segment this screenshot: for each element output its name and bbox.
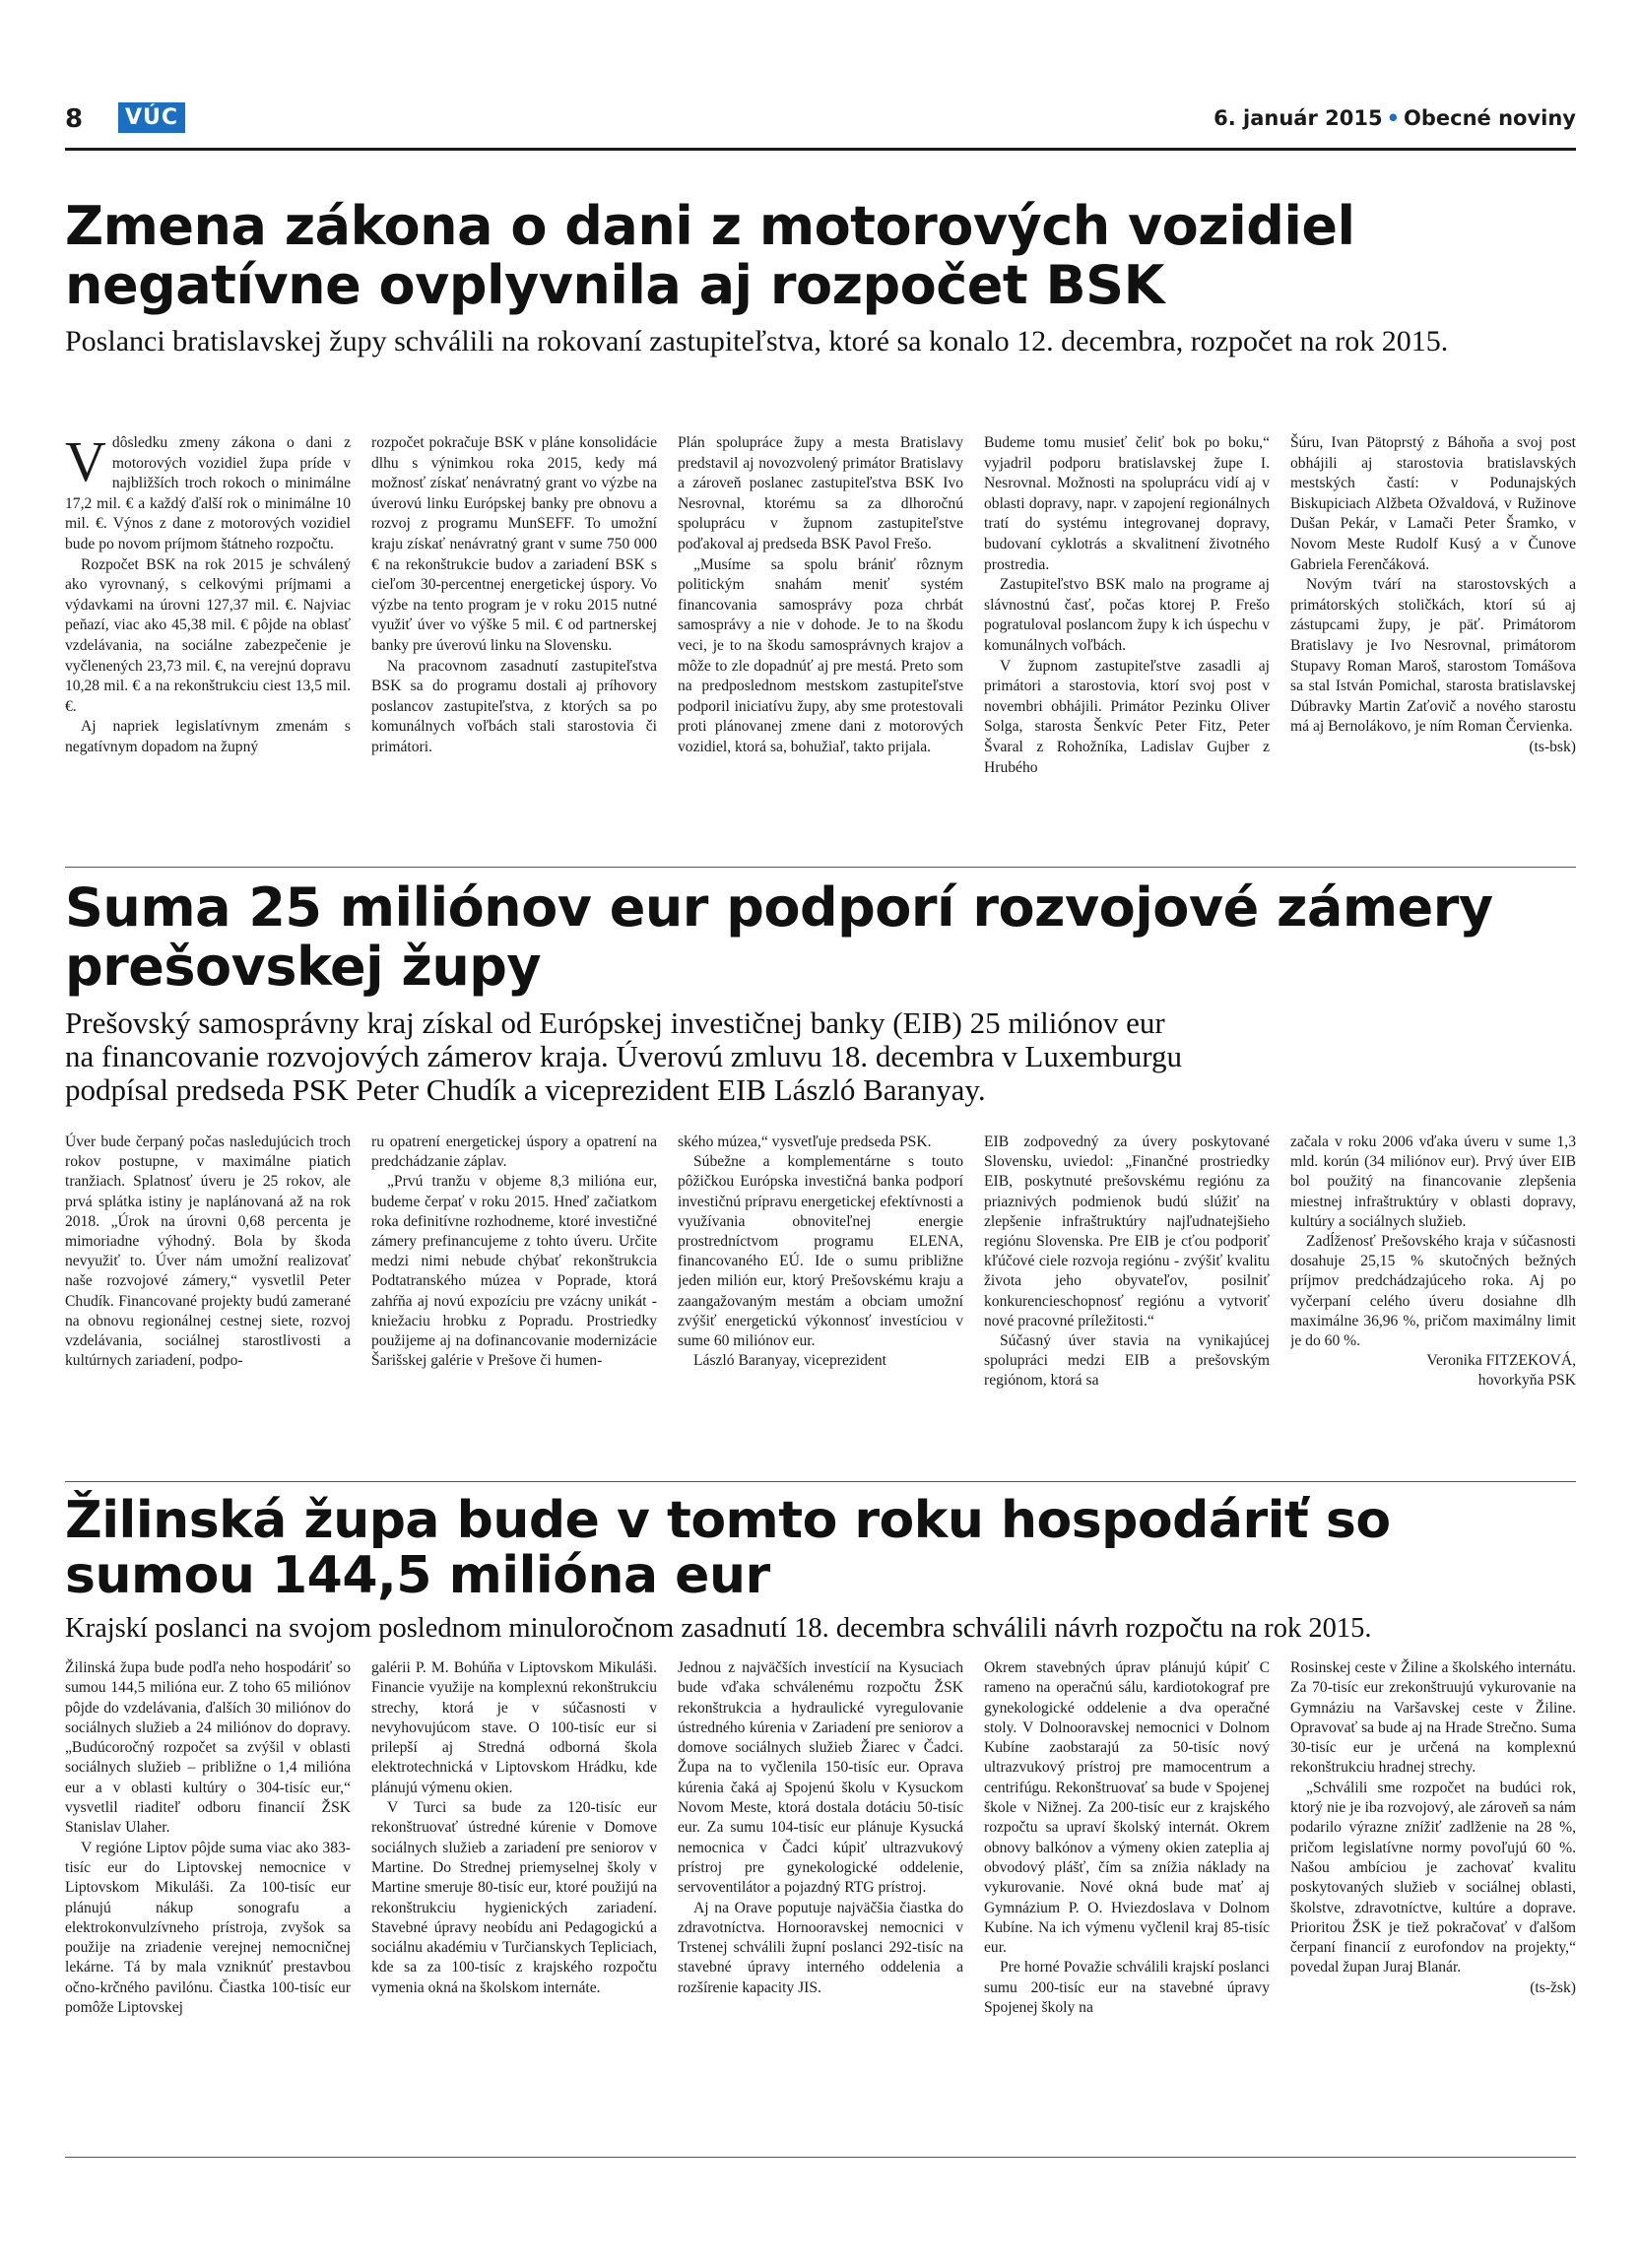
article-deck: Poslanci bratislavskej župy schválili na rokovaní zastupiteľstva, ktoré sa konalo 12. decembra, rozpočet na rok 2015. <box>65 325 1449 357</box>
paragraph: dôsledku zmeny zákona o dani z motorových vozidiel župa príde v najbližších troch rokoch o minimálne 17,2 mil. € a každý ďalší rok o minimálne 10 mil. €. Výnos z dane z motorových vozidiel bude po novom príjmom štátneho rozpočtu. <box>65 434 351 552</box>
article-headline: Zmena zákona o dani z motorových vozidiel negatívne ovplyvnila aj rozpočet BSK <box>65 195 1355 316</box>
column-1 <box>65 433 351 859</box>
column-5 <box>1290 433 1576 859</box>
column-4 <box>984 1658 1270 2149</box>
signature-name: Veronika FITZEKOVÁ, <box>1426 1352 1576 1370</box>
paragraph: Súbežne a komplementárne s touto pôžičkou Európska investičná banka podporí investičnú prípravu energetickej efektívnosti a využívania obnoviteľnej energie prostredníctvom programu ELENA, financovaného EÚ. Ide o sumu približne jeden milión eur, ktorý Prešovskému kraju a zaangažovaným mestám a obciam umožní zvýšiť energetickú výkonnosť investíciou v sume 60 miliónov eur. <box>678 1153 963 1350</box>
paragraph: „Schválili sme rozpočet na budúci rok, ktorý nie je iba rozvojový, ale zároveň sa nám podarilo výrazne znížiť zadlženie na 28 %, pričom legislatívne normy povoľujú 60 %. Našou ambíciou je zachovať kvalitu poskytovaných služieb v sociálnej oblasti, školstve, zdravotníctve, kultúre a doprave. Prioritou ŽSK je tiež pokračovať v ďalšom čerpaní financií z eurofondov na projekty,“ povedal župan Juraj Blanár. <box>1290 1779 1576 1976</box>
article-deck: Prešovský samosprávny kraj získal od Európskej investičnej banky (EIB) 25 miliónov eur na financovanie rozvojových zámerov kraja. Úverovú zmluvu 18. decembra v Luxemburgu podpísal predseda PSK Peter Chudík a viceprezident EIB László Baranyay. <box>65 1005 1182 1107</box>
paragraph: V župnom zastupiteľstve zasadli aj primátori a starostovia, ktorí svoj post v novembri obhájili. Primátor Pezinku Oliver Solga, starosta Šenkvíc Peter Fitz, Peter Švaral z Rohožníka, Ladislav Gujber z Hrubého <box>984 657 1270 776</box>
bullet-icon: • <box>1386 106 1401 130</box>
column-2 <box>371 1658 657 2149</box>
column-4 <box>984 433 1270 859</box>
article-bsk-body <box>65 433 1576 859</box>
paragraph: Aj napriek legislatívnym zmenám s negatívnym dopadom na župný <box>65 718 351 755</box>
paragraph: Aj na Orave poputuje najväčšia čiastka do zdravotníctva. Hornooravskej nemocnici v Trstenej schválili župní poslanci 292-tisíc na stavebné úpravy interného oddelenia a rozšírenie kapacity JIS. <box>678 1899 963 1996</box>
paragraph: „Prvú tranžu v objeme 8,3 milióna eur, budeme čerpať v roku 2015. Hneď začiatkom roka definitívne rozhodneme, ktoré investičné zámery prefinancujeme z tohto úveru. Určite medzi nimi nebude chýbať rekonštrukcia Podtatranského múzea v Poprade, ktorá zahŕňa aj novú expozíciu pre vzácny unikát - kniežaciu hrobku z Popradu. Prostriedky použijeme aj na dofinancovanie modernizácie Šarišskej galérie v Prešove či humen- <box>371 1173 657 1370</box>
column-4 <box>984 1133 1270 1475</box>
paragraph: Zadĺženosť Prešovského kraja v súčasnosti dosahuje 25,15 % skutočných bežných príjmov predchádzajúceho roka. Aj po vyčerpaní celého úveru dosiahne dlh maximálne 36,96 %, pričom maximálny limit je do 60 %. <box>1290 1233 1576 1350</box>
article-headline: Suma 25 miliónov eur podporí rozvojové zámery prešovskej župy <box>65 876 1493 998</box>
paragraph: Žilinská župa bude podľa neho hospodáriť so sumou 144,5 milióna eur. Z toho 65 miliónov pôjde do vzdelávania, ďalších 30 miliónov do sociálnych služieb a 24 miliónov do dopravy. „Budúcoročný rozpočet sa zvýšil v oblasti sociálnych služieb – približne o 1,4 milióna eur a v oblasti kultúry o 304-tisíc eur,“ vysvetlil riaditeľ odboru financií ŽSK Stanislav Ulaher. <box>65 1659 351 1837</box>
column-1 <box>65 1658 351 2149</box>
article-separator <box>65 867 1576 868</box>
column-5 <box>1290 1133 1576 1475</box>
paragraph: Na pracovnom zasadnutí zastupiteľstva BSK sa do programu dostali aj príhovory poslancov zastupiteľstva, z ktorých sa po komunálnych voľbách stali starostovia či primátori. <box>371 657 657 755</box>
paragraph: Jednou z najväčších investícií na Kysuciach bude vďaka schválenému rozpočtu ŽSK rekonštrukcia a hydraulické vyregulovanie ústredného kúrenia v Zariadení pre seniorov a domove sociálnych služieb Žiarec v Čadci. Župa na to vyčlenila 150-tisíc eur. Oprava kúrenia čaká aj Spojenú školu v Kysuckom Novom Meste, ktorá dostala dotáciu 50-tisíc eur. Za sumu 104-tisíc eur plánuje Kysucká nemocnica v Čadci kúpiť ultrazvukový prístroj pre gynekologické oddelenie, servoventilátor a pojazdný RTG prístroj. <box>678 1659 963 1897</box>
paragraph: Zastupiteľstvo BSK malo na programe aj slávnostnú časť, počas ktorej P. Frešo pogratuloval poslancom župy k ich úspechu v komunálnych voľbách. <box>984 576 1270 654</box>
paragraph: Rozpočet BSK na rok 2015 je schválený ako vyrovnaný, s celkovými príjmami a výdavkami na úrovni 127,37 mil. €. Najviac peňazí, viac ako 45,38 mil. € pôjde na oblasť vzdelávania, na sociálne zabezpečenie je vyčlenených 23,73 mil. €, na verejnú dopravu 10,28 mil. € a na rekonštrukciu ciest 13,5 mil. €. <box>65 555 351 715</box>
page-number: 8 <box>65 104 84 134</box>
article-separator <box>65 1481 1576 1482</box>
article-psk-body <box>65 1133 1576 1475</box>
paragraph: Plán spolupráce župy a mesta Bratislavy predstavil aj novozvolený primátor Bratislavy a zároveň poslanec zastupiteľstva BSK Ivo Nesrovnal, ktorému sa za dlhoročnú spoluprácu v župnom zastupiteľstve poďakoval aj predseda BSK Pavol Frešo. <box>678 434 963 552</box>
paragraph: Novým tvárí na starostovských a primátorských stoličkách, ktorí sú aj zástupcami župy, je päť. Primátorom Bratislavy je Ivo Nesrovnal, primátorom Stupavy Roman Maroš, starostom Tomášova sa stal István Pomichal, starosta bratislavskej Dúbravky Martin Zaťovič a nového starostu má aj Bernolákovo, je ním Roman Červienka. <box>1290 576 1576 736</box>
paragraph: začala v roku 2006 vďaka úveru v sume 1,3 mld. korún (34 miliónov eur). Prvý úver EIB bol použitý na financovanie zlepšenia miestnej infraštruktúry v oblasti dopravy, kultúry a sociálnych služieb. <box>1290 1134 1576 1230</box>
paragraph: ského múzea,“ vysvetľuje predseda PSK. <box>678 1134 932 1150</box>
paragraph: Šúru, Ivan Pätoprstý z Báhoňa a svoj post obhájili aj starostovia bratislavských mestských častí: v Podunajských Biskupiciach Alžbeta Ožvaldová, v Ružinove Dušan Pekár, v Lamači Peter Šramko, v Novom Meste Rudolf Kusý a v Čunove Gabriela Ferenčáková. <box>1290 434 1576 573</box>
article-zsk-body <box>65 1658 1576 2149</box>
column-2 <box>371 1133 657 1475</box>
bottom-rule <box>65 2157 1576 2158</box>
article-bsk <box>65 197 1576 358</box>
article-credit: (ts-bsk) <box>1529 738 1576 755</box>
paragraph: V regióne Liptov pôjde suma viac ako 383-tisíc eur do Liptovskej nemocnice v Liptovskom Mikuláši. Za 100-tisíc eur plánujú nákup sonografu a elektrokonvulzívneho prístroja, zvyšok sa použije na zriadenie verejnej nemocničnej lekárne. Tá by mala vzniknúť prestavbou očno-krčného pavilónu. Čiastka 100-tisíc eur pomôže Liptovskej <box>65 1839 351 2017</box>
issue-info <box>1214 106 1576 130</box>
paragraph: ru opatrení energetickej úspory a opatrení na predchádzanie záplav. <box>371 1134 657 1171</box>
column-3 <box>678 433 963 859</box>
publication-name: Obecné noviny <box>1404 106 1576 130</box>
column-3 <box>678 1658 963 2149</box>
article-deck: Krajskí poslanci na svojom poslednom minuloročnom zasadnutí 18. decembra schválili návrh rozpočtu na rok 2015. <box>65 1613 1372 1644</box>
paragraph: rozpočet pokračuje BSK v pláne konsolidácie dlhu s výnimkou roka 2015, kedy má možnosť získať nenávratný grant vo výzbe na úverovú linku Európskej banky pre obnovu a rozvoj z programu MunSEFF. To umožní kraju získať nenávratný grant v sume 750 000 € na rekonštrukcie budov a zariadení BSK s cieľom 30-percentnej energetickej úspory. Vo výzbe na tento program je v roku 2015 nutné využiť úver vo výške 5 mil. € od partnerskej banky pre úverovú linku na Slovensku. <box>371 434 657 654</box>
column-3 <box>678 1133 963 1475</box>
section-tag: VÚC <box>118 102 185 133</box>
paragraph: Pre horné Považie schválili krajskí poslanci sumu 200-tisíc eur na stavebné úpravy Spojenej školy na <box>984 1959 1270 2017</box>
paragraph: V Turci sa bude za 120-tisíc eur rekonštruovať ústredné kúrenie v Domove sociálnych služieb a zariadení pre seniorov v Martine. Do Strednej priemyselnej školy v Martine smeruje 80-tisíc eur, ktoré použijú na rekonštrukciu hygienických zariadení. Stavebné úpravy neobídu ani Pedagogickú a sociálnu akadémiu v Turčianskych Tepliciach, kde sa za 100-tisíc z krajského rozpočtu vymenia okná na školskom internáte. <box>371 1799 657 1996</box>
paragraph: László Baranyay, viceprezident <box>693 1352 886 1370</box>
paragraph: Rosinskej ceste v Žiline a školského internátu. Za 70-tisíc eur zrekonštruujú vykurovanie na Gymnáziu na Varšavskej ceste v Žiline. Opravovať sa bude aj na Hrade Strečno. Suma 30-tisíc eur je určená na komplexnú rekonštrukciu hradnej strechy. <box>1290 1659 1576 1777</box>
paragraph: Budeme tomu musieť čeliť bok po boku,“ vyjadril podporu bratislavskej župe I. Nesrovnal. Možnosti na spoluprácu vidí aj v oblasti dopravy, napr. v zapojení regionálnych tratí do systému integrovanej dopravy, budovaní cyklotrás a skvalitnení životného prostredia. <box>984 434 1270 573</box>
article-psk <box>65 878 1576 1107</box>
paragraph: Okrem stavebných úprav plánujú kúpiť C rameno na operačnú sálu, kardiotokograf pre gynekologické oddelenie a dva operačné stoly. V Dolnooravskej nemocnici v Dolnom Kubíne zaobstarajú za 50-tisíc nový ultrazvukový prístroj pre mamocentrum a centrifúgu. Rekonštruovať sa bude v Spojenej škole v Nižnej. Za 200-tisíc eur z krajského rozpočtu sa upraví školský internát. Okrem obnovy balkónov a výmeny okien zateplia aj obvodový plášť, čím sa znížia náklady na vykurovanie. Nové okná bude mať aj Gymnázium P. O. Hviezdoslava v Dolnom Kubíne. Na ich výmenu vyčlenil kraj 85-tisíc eur. <box>984 1659 1270 1957</box>
column-1 <box>65 1133 351 1475</box>
top-rule <box>65 148 1576 151</box>
column-5 <box>1290 1658 1576 2149</box>
paragraph: Úver bude čerpaný počas nasledujúcich troch rokov postupne, v maximálne piatich tranžiach. Splatnosť úveru je 25 rokov, ale prvá splátka istiny je naplánovaná až na rok 2018. „Úrok na úrovni 0,68 percenta je mimoriadne výhodný. Bola by škoda nevyužiť to. Úver nám umožní realizovať naše rozvojové zámery,“ vysvetlil Peter Chudík. Financované projekty budú zamerané na obnovu regionálnej cestnej siete, rozvoj vzdelávania, sociálnej starostlivosti a kultúrnych zariadení, podpo- <box>65 1134 351 1370</box>
paragraph: galérii P. M. Bohúňa v Liptovskom Mikuláši. Financie využije na komplexnú rekonštrukciu strechy, ktorá je v súčasnosti v nevyhovujúcom stave. O 100-tisíc eur si prilepší aj Stredná odborná škola elektrotechnická v Liptovskom Hrádku, kde plánujú výmenu okien. <box>371 1659 657 1796</box>
issue-date: 6. január 2015 <box>1214 106 1383 130</box>
paragraph: „Musíme sa spolu brániť rôznym politickým snahám meniť systém financovania samosprávy poza chrbát samosprávy a nie v dohode. Je to na škodu veci, je to na škodu samosprávnych krajov a môže to zle dopadnúť aj pre mestá. Preto som na predposlednom mestskom zastupiteľstve podporil iniciatívu župy, aby sme protestovali proti plánovanej zmene dani z motorových vozidiel, ktorá sa, bohužiaľ, takto prijala. <box>678 555 963 755</box>
signature-role: hovorkyňa PSK <box>1477 1372 1576 1390</box>
article-credit: (ts-žsk) <box>1530 1978 1576 1996</box>
article-headline: Žilinská župa bude v tomto roku hospodáriť so sumou 144,5 milióna eur <box>65 1491 1391 1605</box>
column-2 <box>371 433 657 859</box>
article-zsk <box>65 1493 1576 1645</box>
paragraph: EIB zodpovedný za úvery poskytované Slovensku, uviedol: „Finančné prostriedky EIB, poskytnuté prešovskému regiónu za priaznivých podmienok budú slúžiť na zlepšenie infraštruktúry najľudnatejšieho regiónu Slovenska. Pre EIB je cťou podporiť kľúčové ciele rozvoja regiónu - zvýšiť kvalitu života jeho obyvateľov, posilniť konkurencieschopnosť regiónu a vytvoriť nové pracovné príležitosti.“ <box>984 1134 1270 1329</box>
dropcap: V <box>65 433 106 493</box>
masthead <box>65 102 1576 150</box>
paragraph: Súčasný úver stavia na vynikajúcej spolupráci medzi EIB a prešovským regiónom, ktorá sa <box>984 1332 1270 1390</box>
